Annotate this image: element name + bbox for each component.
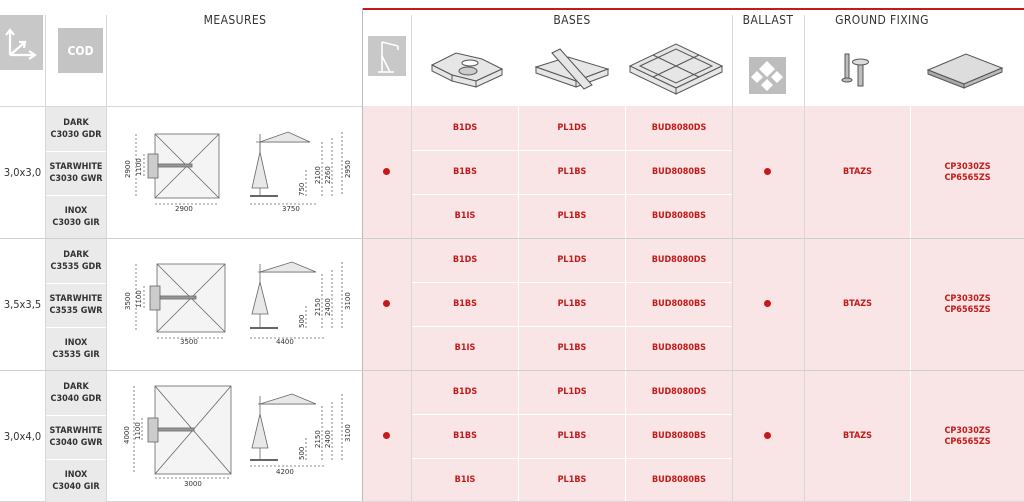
svg-text:3750: 3750 [282, 205, 300, 213]
base-code: B1IS [454, 475, 476, 485]
base-code: PL1BS [557, 475, 587, 485]
availability-dot [383, 432, 390, 439]
variant-code: INOX C3040 GIR [52, 469, 100, 492]
svg-text:4000: 4000 [123, 426, 131, 444]
base-code: PL1DS [557, 387, 587, 397]
svg-text:2100: 2100 [314, 166, 322, 184]
base-b1-icon [426, 45, 508, 93]
svg-text:2900: 2900 [175, 205, 193, 213]
svg-text:4200: 4200 [276, 468, 294, 476]
base-code: BUD8080DS [651, 387, 707, 397]
svg-text:3500: 3500 [180, 338, 198, 346]
base-code: PL1BS [557, 343, 587, 353]
variant-code: DARK C3535 GDR [50, 250, 102, 272]
svg-text:750: 750 [298, 182, 306, 196]
availability-dot [764, 168, 771, 175]
ground-plate-codes: CP3030ZS CP6565ZS [944, 161, 991, 183]
base-code: BUD8080BS [651, 299, 706, 309]
measure-drawing [110, 376, 360, 500]
svg-text:2150: 2150 [314, 298, 322, 316]
base-code: BUD8080BS [651, 431, 706, 441]
base-code: B1DS [452, 123, 478, 133]
size-label: 3,5x3,5 [3, 297, 42, 311]
cod-header: COD [58, 28, 103, 73]
base-code: B1BS [453, 431, 477, 441]
measure-drawing [110, 112, 360, 236]
base-code: B1IS [454, 343, 476, 353]
base-code: PL1DS [557, 255, 587, 265]
dimensions-icon [0, 15, 43, 70]
svg-text:2150: 2150 [314, 430, 322, 448]
svg-text:3500: 3500 [124, 292, 132, 310]
svg-text:2260: 2260 [324, 166, 332, 184]
svg-text:1100: 1100 [135, 158, 143, 176]
availability-dot [764, 432, 771, 439]
variant-code: INOX C3030 GIR [52, 205, 100, 228]
svg-text:2400: 2400 [324, 298, 332, 316]
base-code: PL1BS [557, 167, 587, 177]
variant-code: STARWHITE C3030 GWR [49, 162, 103, 184]
variant-code: INOX C3535 GIR [52, 337, 100, 360]
svg-text:500: 500 [298, 314, 306, 328]
header-ground-fixing: GROUND FIXING [835, 13, 929, 27]
base-code: BUD8080DS [651, 255, 707, 265]
variant-code: STARWHITE C3535 GWR [49, 294, 103, 316]
svg-text:3100: 3100 [344, 424, 352, 442]
base-code: B1DS [452, 387, 478, 397]
base-code: B1IS [454, 211, 476, 221]
header-measures: MEASURES [203, 13, 267, 27]
header-top-border [362, 8, 1024, 10]
variant-code: DARK C3040 GDR [50, 382, 102, 404]
svg-text:3000: 3000 [184, 480, 202, 488]
ground-fixing-code: BTAZS [843, 431, 872, 441]
base-code: BUD8080BS [651, 343, 706, 353]
header-ballast: BALLAST [742, 13, 794, 27]
base-code: PL1BS [557, 211, 587, 221]
base-code: BUD8080BS [651, 211, 706, 221]
base-code: BUD8080DS [651, 123, 707, 133]
availability-dot [383, 300, 390, 307]
svg-text:3100: 3100 [344, 292, 352, 310]
availability-dot [383, 168, 390, 175]
ground-fixing-code: BTAZS [843, 299, 872, 309]
svg-text:500: 500 [298, 446, 306, 460]
header-bases: BASES [553, 13, 591, 27]
base-code: PL1BS [557, 299, 587, 309]
pole-height-icon [368, 36, 406, 76]
base-code: PL1DS [557, 123, 587, 133]
ground-fixing-code: BTAZS [843, 167, 872, 177]
svg-text:1100: 1100 [135, 290, 143, 308]
base-code: B1BS [453, 167, 477, 177]
ground-plate-icon [926, 50, 1004, 92]
ground-plate-codes: CP3030ZS CP6565ZS [944, 425, 991, 447]
svg-text:4400: 4400 [276, 338, 294, 346]
measure-drawing [110, 244, 360, 368]
availability-dot [764, 300, 771, 307]
base-code: BUD8080BS [651, 475, 706, 485]
svg-text:2900: 2900 [124, 160, 132, 178]
size-label: 3,0x4,0 [3, 429, 42, 443]
base-bud-icon [628, 40, 724, 100]
base-code: B1DS [452, 255, 478, 265]
svg-text:1100: 1100 [134, 422, 142, 440]
size-label: 3,0x3,0 [3, 165, 42, 179]
ballast-tile-icon [749, 57, 786, 94]
variant-code: STARWHITE C3040 GWR [49, 426, 103, 448]
base-code: BUD8080BS [651, 167, 706, 177]
svg-text:2950: 2950 [344, 160, 352, 178]
anchor-bolt-icon [836, 48, 876, 90]
variant-code: DARK C3030 GDR [50, 118, 102, 140]
svg-text:2400: 2400 [324, 430, 332, 448]
base-code: PL1BS [557, 431, 587, 441]
ground-plate-codes: CP3030ZS CP6565ZS [944, 293, 991, 315]
base-code: B1BS [453, 299, 477, 309]
base-pl1-icon [532, 45, 612, 95]
